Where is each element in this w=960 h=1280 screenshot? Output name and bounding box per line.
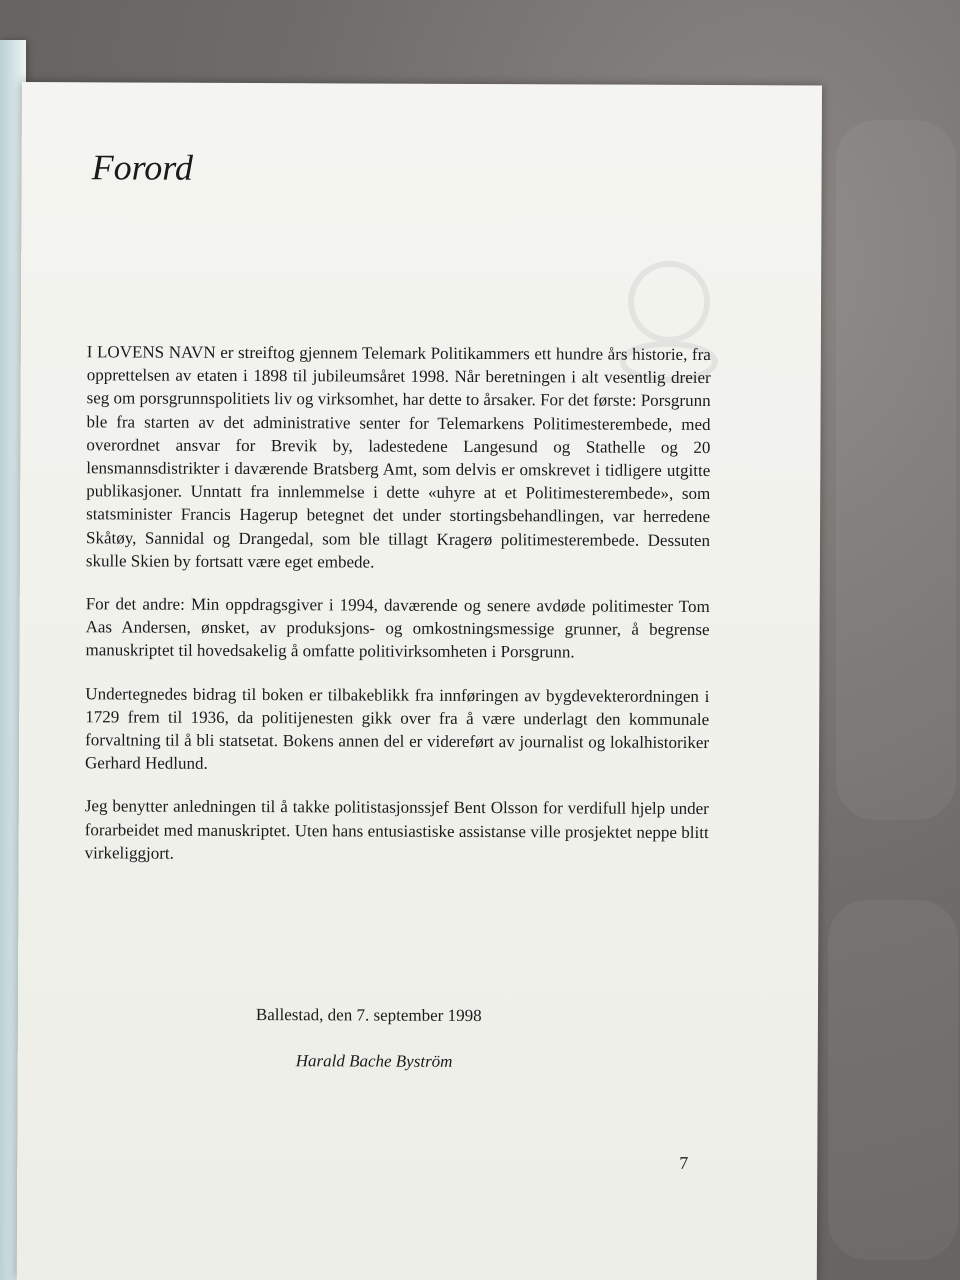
fabric-fold: [836, 120, 956, 820]
paragraph-3: Undertegnedes bidrag til boken er tilbakeblikk fra innføringen av bygdevekterordningen i 1729 frem til 1936, da politijenesten gikk over fra å være underlagt den kommunale forvaltning til å bli statsetat. Bokens annen del er videreført av journalist og lokalhistoriker Gerhard Hedlund.: [84, 683, 710, 774]
paragraph-4: Jeg benytter anledningen til å takke politistasjonssjef Bent Olsson for verdifull hjelp under forarbeidet med manuskriptet. Uten hans entusiastiske assistanse ville prosjektet neppe blitt virkeliggjort.: [84, 796, 709, 863]
book-page: [17, 82, 822, 1280]
paragraph-1: I LOVENS NAVN er streiftog gjennem Telemark Politikammers ett hundre års historie, fra opprettelsen av etaten i 1898 til jubileumsåret 1998. Når beretningen i alt vesentlig dreier seg om porsgrunnspolitiets liv og virksomhet, har dette to årsaker. For det første: Porsgrunn ble fra starten av det administrative senter for Telemarkens Politimesterembede, med overordnet ansvar for Brevik by, ladestedene Langesund og Stathelle og 20 lensmannsdistrikter i daværende Bratsberg Amt, som delvis er omskrevet i tidligere utgitte publikasjoner. Unntatt fra innlemmelse i dette «uhyre at et Politimesterembede», som statsminister Francis Hagerup betegnet det under stortingsbehandlingen, var herredene Skåtøy, Sannidal og Drangedal, som ble tillagt Kragerø politimesterembede. Dessuten skulle Skien by fortsatt være eget embede.: [85, 342, 711, 572]
fabric-fold: [828, 900, 958, 1260]
place-and-date: Ballestad, den 7. september 1998: [255, 1005, 482, 1026]
author-signature: Harald Bache Byström: [295, 1051, 453, 1071]
paragraph-2: For det andre: Min oppdragsgiver i 1994, daværende og senere avdøde politimester Tom Aas Andersen, ønsket, av produksjons- og omkostningsmessige grunner, å begrense manuskriptet til hovedsakelig å omfatte politivirksomheten i Porsgrunn.: [85, 594, 710, 662]
page-title: Forord: [91, 147, 194, 188]
page-number: 7: [679, 1152, 689, 1173]
preface-body: [84, 340, 710, 887]
